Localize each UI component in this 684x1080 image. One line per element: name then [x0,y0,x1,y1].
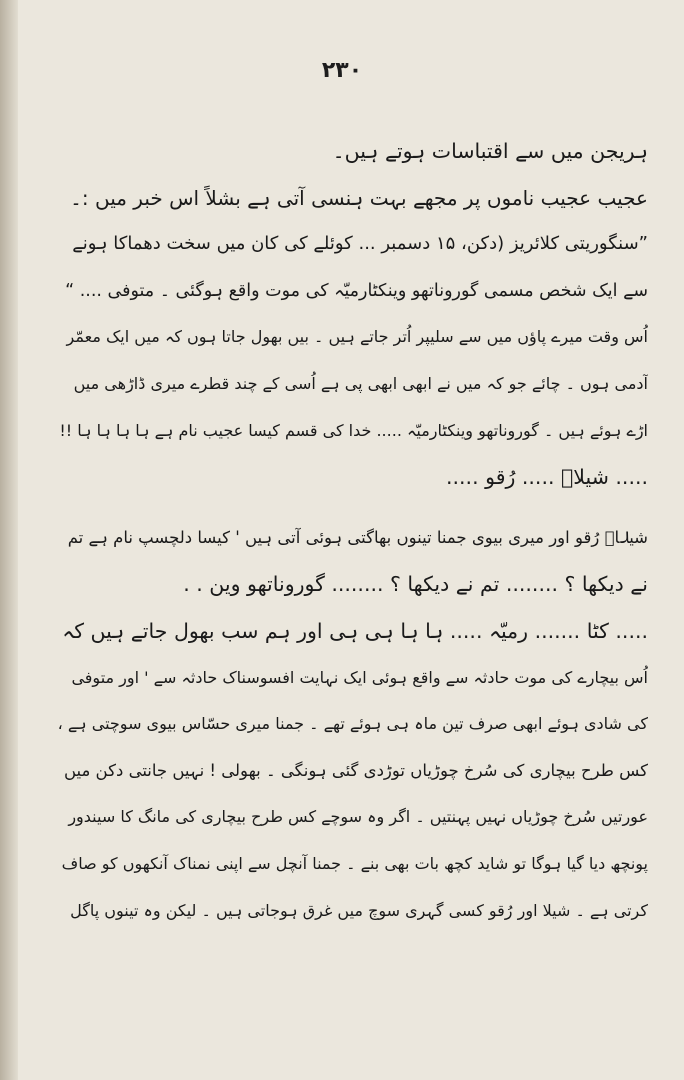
text-line: عجیب عجیب ناموں پر مجھے بہت ہنسی آتی ہے بشلاً اس خبر میں :۔ [70,185,648,210]
text-line: ..... شیلاؔ ..... رُقو ..... [446,465,648,490]
text-line: اڑے ہوئے ہیں ۔ گوروناتھو وینکٹارمیّہ ..... خدا کی قسم کیسا عجیب نام ہے ہا ہا ہا ہا !! [59,420,648,440]
text-line: کرتی ہے ۔ شیلا اور رُقو کسی گہری سوچ میں غرق ہوجاتی ہیں ۔ لیکن وہ تینوں پاگل [70,900,648,920]
text-line: عورتیں سُرخ چوڑیاں نہیں پہنتیں ۔ اگر وہ سوچے کس طرح بیچاری کی مانگ کا سیندور [68,807,648,827]
text-line: آدمی ہوں ۔ چائے جو کہ میں نے ابھی ابھی پی ہے اُسی کے چند قطرے میری ڈاڑھی میں [73,373,648,393]
text-line: اُس وقت میرے پاؤں میں سے سلیپر اُتر جاتے ہیں ۔ بیں بھول جاتا ہوں کہ میں ایک معمّر [66,327,648,347]
text-line: ..... کٹا ....... رمیّہ ..... ہا ہا ہی ہی اور ہم سب بھول جاتے ہیں کہ [62,618,648,643]
text-line: کی شادی ہوئے ابھی صرف تین ماہ ہی ہوئے تھے ۔ جمنا میری حسّاس بیوی سوچتی ہے ، [58,714,648,734]
text-line: اُس بیچارے کی موت حادثہ سے واقع ہوئی ایک نہایت افسوسناک حادثہ سے ' اور متوفی [71,667,648,687]
page-body-text [58,128,648,934]
text-line: کس طرح بیچاری کی سُرخ چوڑیاں توڑدی گئی ہونگی ۔ بھولی ! نہیں جانتی دکن میں [63,760,648,780]
text-line: ”سنگوریتی کلائریز (دکن، ۱۵ دسمبر ... کوئلے کی کان میں سخت دھماکا ہونے [72,233,648,255]
paragraph-gap [58,501,648,515]
text-line: نے دیکھا ؟ ........ تم نے دیکھا ؟ ........ گوروناتھو وین . . [183,572,648,597]
text-line: پونچھ دیا گیا ہوگا تو شاید کچھ بات بھی بنے ۔ جمنا آنچل سے اپنی نمناک آنکھوں کو صاف [61,853,648,873]
text-line: ہریجن میں سے اقتباسات ہوتے ہیں۔ [332,139,648,163]
page-spine-shadow [0,0,18,1080]
text-line: سے ایک شخص مسمی گوروناتھو وینکٹارمیّہ کی موت واقع ہوگئی ۔ متوفی .... “ [65,280,648,301]
page-number: ۲۳۰ [321,58,363,83]
text-line: شیلاؔ رُقو اور میری بیوی جمنا تینوں بھاگتی ہوئی آتی ہیں ' کیسا دلچسپ نام ہے تم [67,527,648,547]
